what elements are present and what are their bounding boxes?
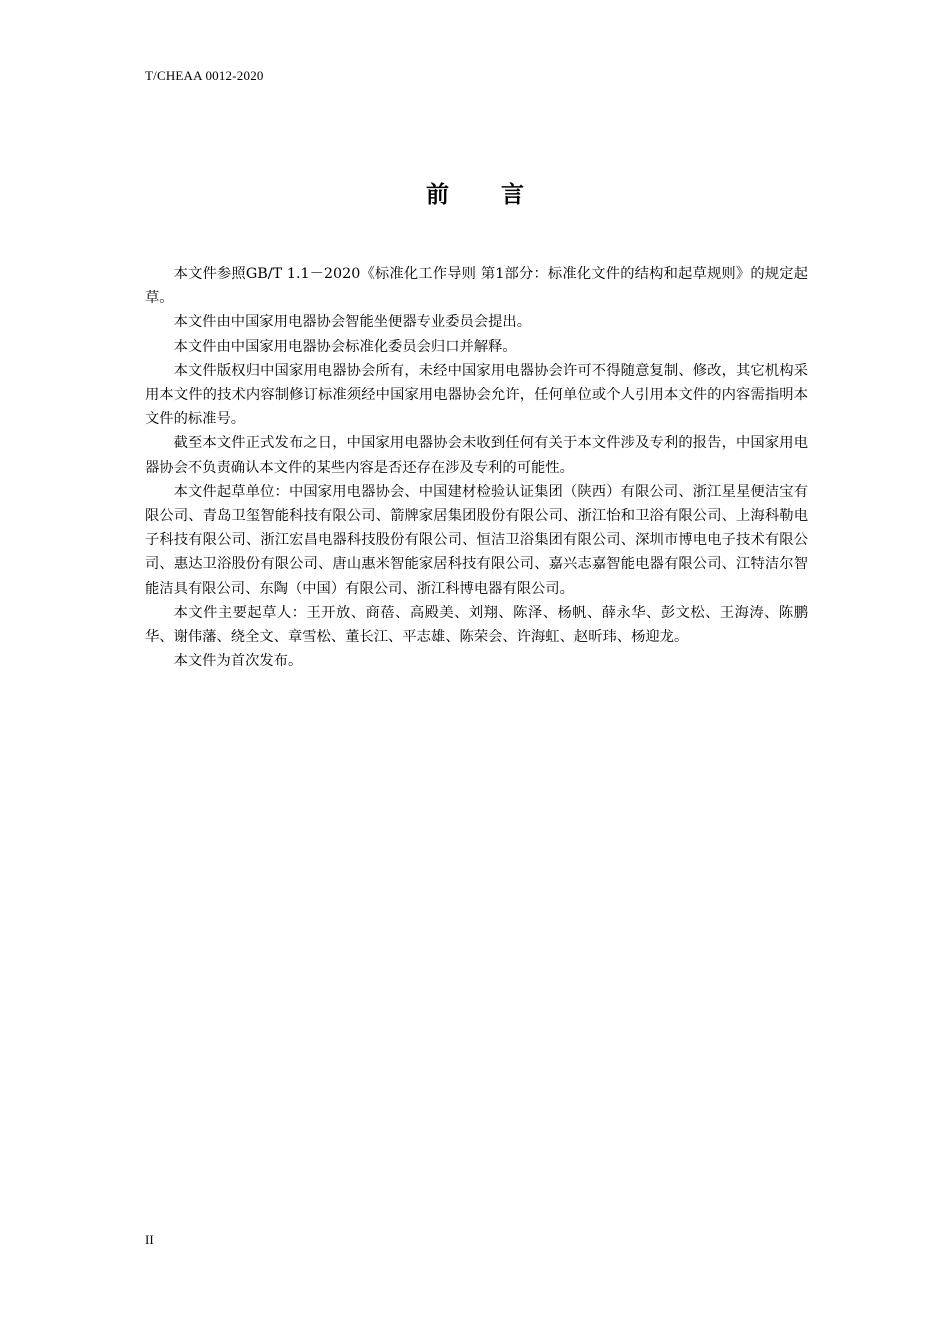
paragraph-drafting-units: 本文件起草单位：中国家用电器协会、中国建材检验认证集团（陕西）有限公司、浙江星星便洁宝有限公司、青岛卫玺智能科技有限公司、箭牌家居集团股份有限公司、浙江怡和卫浴有限公司、上海科勒电子科技有限公司、浙江宏昌电器科技股份有限公司、恒洁卫浴集团有限公司、深圳市博电电子技术有限公司、惠达卫浴股份有限公司、唐山惠米智能家居科技有限公司、嘉兴志嘉智能电器有限公司、江特洁尔智能洁具有限公司、东陶（中国）有限公司、浙江科博电器有限公司。: [145, 483, 808, 597]
page-title: [0, 176, 950, 209]
standard-code: T/CHEAA 0012-2020: [145, 68, 264, 83]
paragraph-proposer: 本文件由中国家用电器协会智能坐便器专业委员会提出。: [173, 314, 532, 331]
paragraph-responsible-body: 本文件由中国家用电器协会标准化委员会归口并解释。: [173, 338, 517, 355]
title-char-1: 前: [426, 182, 449, 208]
paragraph-patent-notice: 截至本文件正式发布之日，中国家用电器协会未收到任何有关于本文件涉及专利的报告，中国家用电器协会不负责确认本文件的某些内容是否还存在涉及专利的可能性。: [145, 435, 808, 476]
paragraph-first-release: 本文件为首次发布。: [173, 653, 303, 670]
paragraph-drafting-basis: 本文件参照GB/T 1.1－2020《标准化工作导则 第1部分：标准化文件的结构和起草规则》的规定起草。: [145, 266, 808, 307]
page-number: II: [145, 1232, 154, 1247]
paragraph-copyright: 本文件版权归中国家用电器协会所有，未经中国家用电器协会许可不得随意复制、修改，其它机构采用本文件的技术内容制修订标准须经中国家用电器协会允许，任何单位或个人引用本文件的内容需指明本文件的标准号。: [145, 362, 808, 428]
paragraph-main-drafters: 本文件主要起草人：王开放、商蓓、高殿美、刘翔、陈泽、杨帆、薛永华、彭文松、王海涛、陈鹏华、谢伟藩、绕全文、章雪松、董长江、平志雄、陈荣会、许海虹、赵昕玮、杨迎龙。: [145, 604, 808, 646]
foreword-body: [145, 262, 808, 673]
title-char-2: 言: [501, 182, 524, 208]
